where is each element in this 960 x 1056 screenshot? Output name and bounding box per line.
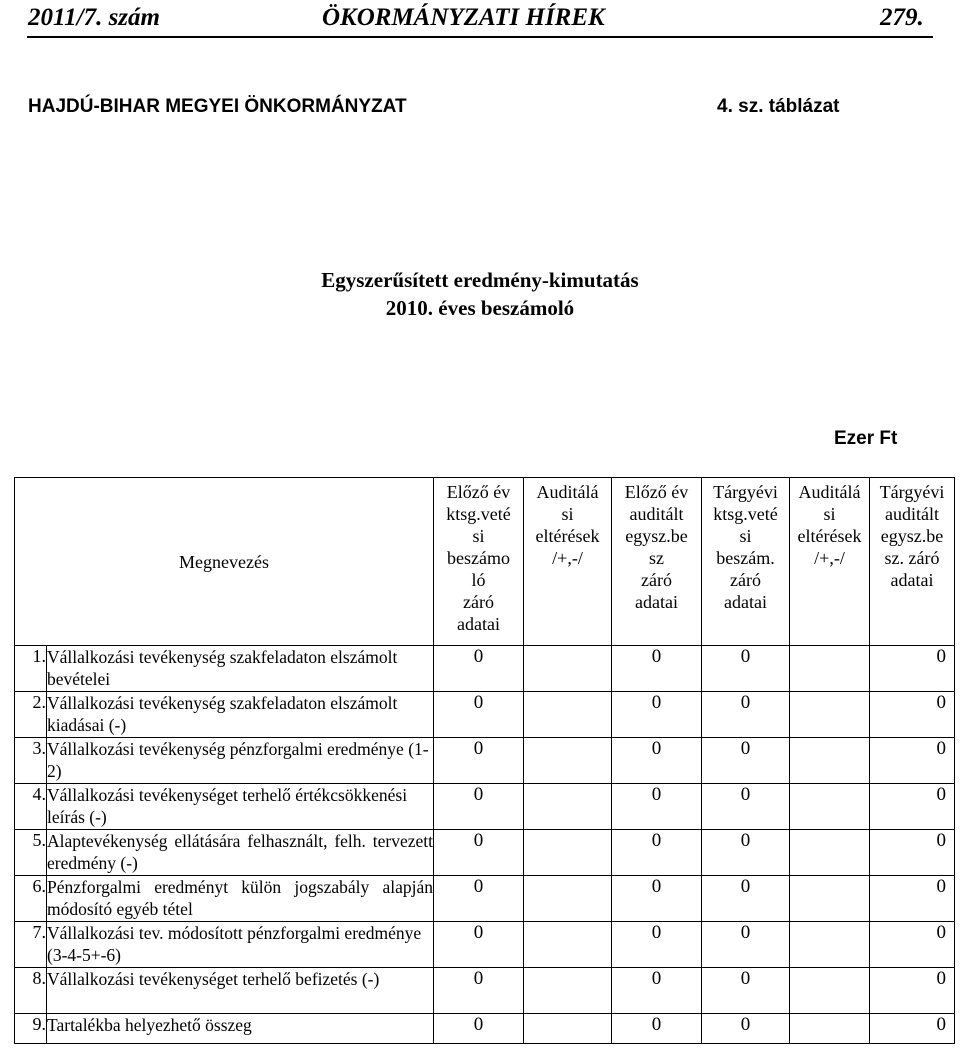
page-number: 279. xyxy=(880,4,924,31)
value-prev-budget: 0 xyxy=(434,830,524,876)
table-row xyxy=(15,922,955,968)
row-description: Vállalkozási tevékenységet terhelő értékcsökkenési leírás (-) xyxy=(47,784,434,830)
header-line: adatai xyxy=(890,570,934,590)
org-line xyxy=(0,96,960,124)
table-header-row xyxy=(15,478,955,646)
header-line: adatai xyxy=(724,592,767,612)
header-line: adatai xyxy=(457,614,500,634)
report-table xyxy=(14,477,955,1044)
value-current-budget: 0 xyxy=(702,784,790,830)
header-line: Tárgyévi xyxy=(879,482,945,502)
issue-number: 2011/7. szám xyxy=(28,4,160,31)
value-prev-audit-diff xyxy=(524,784,612,830)
header-line: ktsg.veté xyxy=(713,504,778,524)
header-line: Előző év xyxy=(624,482,689,502)
row-number: 5. xyxy=(15,830,47,876)
value-current-budget: 0 xyxy=(702,738,790,784)
header-line: Auditálá xyxy=(798,482,861,502)
value-current-audited: 0 xyxy=(870,646,955,692)
value-current-audit-diff xyxy=(790,1014,870,1044)
header-line: adatai xyxy=(635,592,678,612)
header-line: auditált xyxy=(885,504,939,524)
table-row xyxy=(15,784,955,830)
table-row xyxy=(15,830,955,876)
row-number: 3. xyxy=(15,738,47,784)
header-rule xyxy=(27,36,933,38)
header-line: /+,-/ xyxy=(552,548,583,568)
value-current-audit-diff xyxy=(790,876,870,922)
value-current-audited: 0 xyxy=(870,968,955,1014)
value-current-audit-diff xyxy=(790,968,870,1014)
organization-name: HAJDÚ-BIHAR MEGYEI ÖNKORMÁNYZAT xyxy=(28,96,407,117)
header-line: Tárgyévi xyxy=(713,482,778,502)
document-title: Egyszerűsített eredmény-kimutatás xyxy=(321,268,639,292)
row-number: 6. xyxy=(15,876,47,922)
value-current-audited: 0 xyxy=(870,1014,955,1044)
header-line: beszám. xyxy=(716,548,775,568)
header-prev-audited xyxy=(612,478,702,646)
table-row xyxy=(15,876,955,922)
header-line: Előző év xyxy=(446,482,511,502)
value-prev-audit-diff xyxy=(524,968,612,1014)
row-number: 4. xyxy=(15,784,47,830)
value-prev-budget: 0 xyxy=(434,922,524,968)
value-prev-budget: 0 xyxy=(434,692,524,738)
value-prev-audited: 0 xyxy=(612,738,702,784)
row-description: Vállalkozási tevékenységet terhelő befizetés (-) xyxy=(47,968,434,1014)
row-number: 9. xyxy=(15,1014,47,1044)
row-description: Vállalkozási tevékenység szakfeladaton elszámolt kiadásai (-) xyxy=(47,692,434,738)
header-current-audited xyxy=(870,478,955,646)
value-prev-audited: 0 xyxy=(612,830,702,876)
value-prev-audited: 0 xyxy=(612,922,702,968)
header-current-audit-diff xyxy=(790,478,870,646)
value-prev-audit-diff xyxy=(524,830,612,876)
header-line: /+,-/ xyxy=(814,548,845,568)
value-prev-audited: 0 xyxy=(612,692,702,738)
value-current-audited: 0 xyxy=(870,738,955,784)
value-prev-audited: 0 xyxy=(612,968,702,1014)
header-line: egysz.be xyxy=(625,526,688,546)
header-current-budget xyxy=(702,478,790,646)
running-header xyxy=(0,4,960,36)
value-current-audit-diff xyxy=(790,738,870,784)
value-prev-budget: 0 xyxy=(434,738,524,784)
row-number: 2. xyxy=(15,692,47,738)
value-prev-budget: 0 xyxy=(434,646,524,692)
row-description: Pénzforgalmi eredményt külön jogszabály alapján módosító egyéb tétel xyxy=(47,876,434,922)
value-prev-audited: 0 xyxy=(612,646,702,692)
value-prev-audit-diff xyxy=(524,876,612,922)
header-name: Megnevezés xyxy=(15,478,434,646)
value-current-budget: 0 xyxy=(702,922,790,968)
value-current-budget: 0 xyxy=(702,646,790,692)
value-current-audited: 0 xyxy=(870,784,955,830)
table-row xyxy=(15,646,955,692)
table-row xyxy=(15,692,955,738)
value-prev-budget: 0 xyxy=(434,876,524,922)
value-prev-budget: 0 xyxy=(434,968,524,1014)
header-prev-audit-diff xyxy=(524,478,612,646)
table-row xyxy=(15,1014,955,1044)
value-current-audited: 0 xyxy=(870,830,955,876)
row-number: 1. xyxy=(15,646,47,692)
header-line: beszámo xyxy=(447,548,510,568)
value-current-budget: 0 xyxy=(702,1014,790,1044)
row-description: Vállalkozási tevékenység pénzforgalmi eredménye (1-2) xyxy=(47,738,434,784)
value-current-budget: 0 xyxy=(702,692,790,738)
header-line: záró xyxy=(463,592,494,612)
header-line: Auditálá xyxy=(536,482,599,502)
header-line: eltérések xyxy=(797,526,862,546)
value-prev-audited: 0 xyxy=(612,784,702,830)
row-number: 7. xyxy=(15,922,47,968)
table-row xyxy=(15,738,955,784)
header-line: sz xyxy=(649,548,664,568)
header-line: auditált xyxy=(629,504,684,524)
value-prev-audit-diff xyxy=(524,922,612,968)
table-row xyxy=(15,968,955,1014)
header-line: si xyxy=(472,526,485,546)
value-current-budget: 0 xyxy=(702,830,790,876)
value-prev-audited: 0 xyxy=(612,1014,702,1044)
value-current-audited: 0 xyxy=(870,922,955,968)
value-prev-audit-diff xyxy=(524,646,612,692)
value-prev-audited: 0 xyxy=(612,876,702,922)
header-line: si xyxy=(561,504,574,524)
row-description: Alaptevékenység ellátására felhasznált, felh. tervezett eredmény (-) xyxy=(47,830,434,876)
header-line: si xyxy=(739,526,752,546)
row-description: Vállalkozási tev. módosított pénzforgalmi eredménye (3-4-5+-6) xyxy=(47,922,434,968)
row-number: 8. xyxy=(15,968,47,1014)
value-current-audit-diff xyxy=(790,922,870,968)
header-line: eltérések xyxy=(535,526,600,546)
header-line: záró xyxy=(730,570,761,590)
header-line: záró xyxy=(641,570,672,590)
header-line: si xyxy=(823,504,836,524)
value-prev-budget: 0 xyxy=(434,784,524,830)
row-description: Vállalkozási tevékenység szakfeladaton elszámolt bevételei xyxy=(47,646,434,692)
value-current-budget: 0 xyxy=(702,876,790,922)
publication-title: ÖKORMÁNYZATI HÍREK xyxy=(322,4,605,31)
value-current-audit-diff xyxy=(790,692,870,738)
unit-label: Ezer Ft xyxy=(834,428,898,449)
header-prev-budget xyxy=(434,478,524,646)
value-current-audit-diff xyxy=(790,784,870,830)
value-current-budget: 0 xyxy=(702,968,790,1014)
value-current-audited: 0 xyxy=(870,692,955,738)
header-line: ló xyxy=(471,570,486,590)
table-number: 4. sz. táblázat xyxy=(717,96,840,117)
value-current-audit-diff xyxy=(790,646,870,692)
header-line: ktsg.veté xyxy=(446,504,511,524)
header-line: egysz.be xyxy=(880,526,944,546)
value-prev-audit-diff xyxy=(524,738,612,784)
value-current-audit-diff xyxy=(790,830,870,876)
value-prev-audit-diff xyxy=(524,692,612,738)
value-current-audited: 0 xyxy=(870,876,955,922)
value-prev-audit-diff xyxy=(524,1014,612,1044)
header-line: sz. záró xyxy=(884,548,940,568)
row-description: Tartalékba helyezhető összeg xyxy=(47,1014,434,1044)
value-prev-budget: 0 xyxy=(434,1014,524,1044)
document-subtitle: 2010. éves beszámoló xyxy=(385,296,575,320)
